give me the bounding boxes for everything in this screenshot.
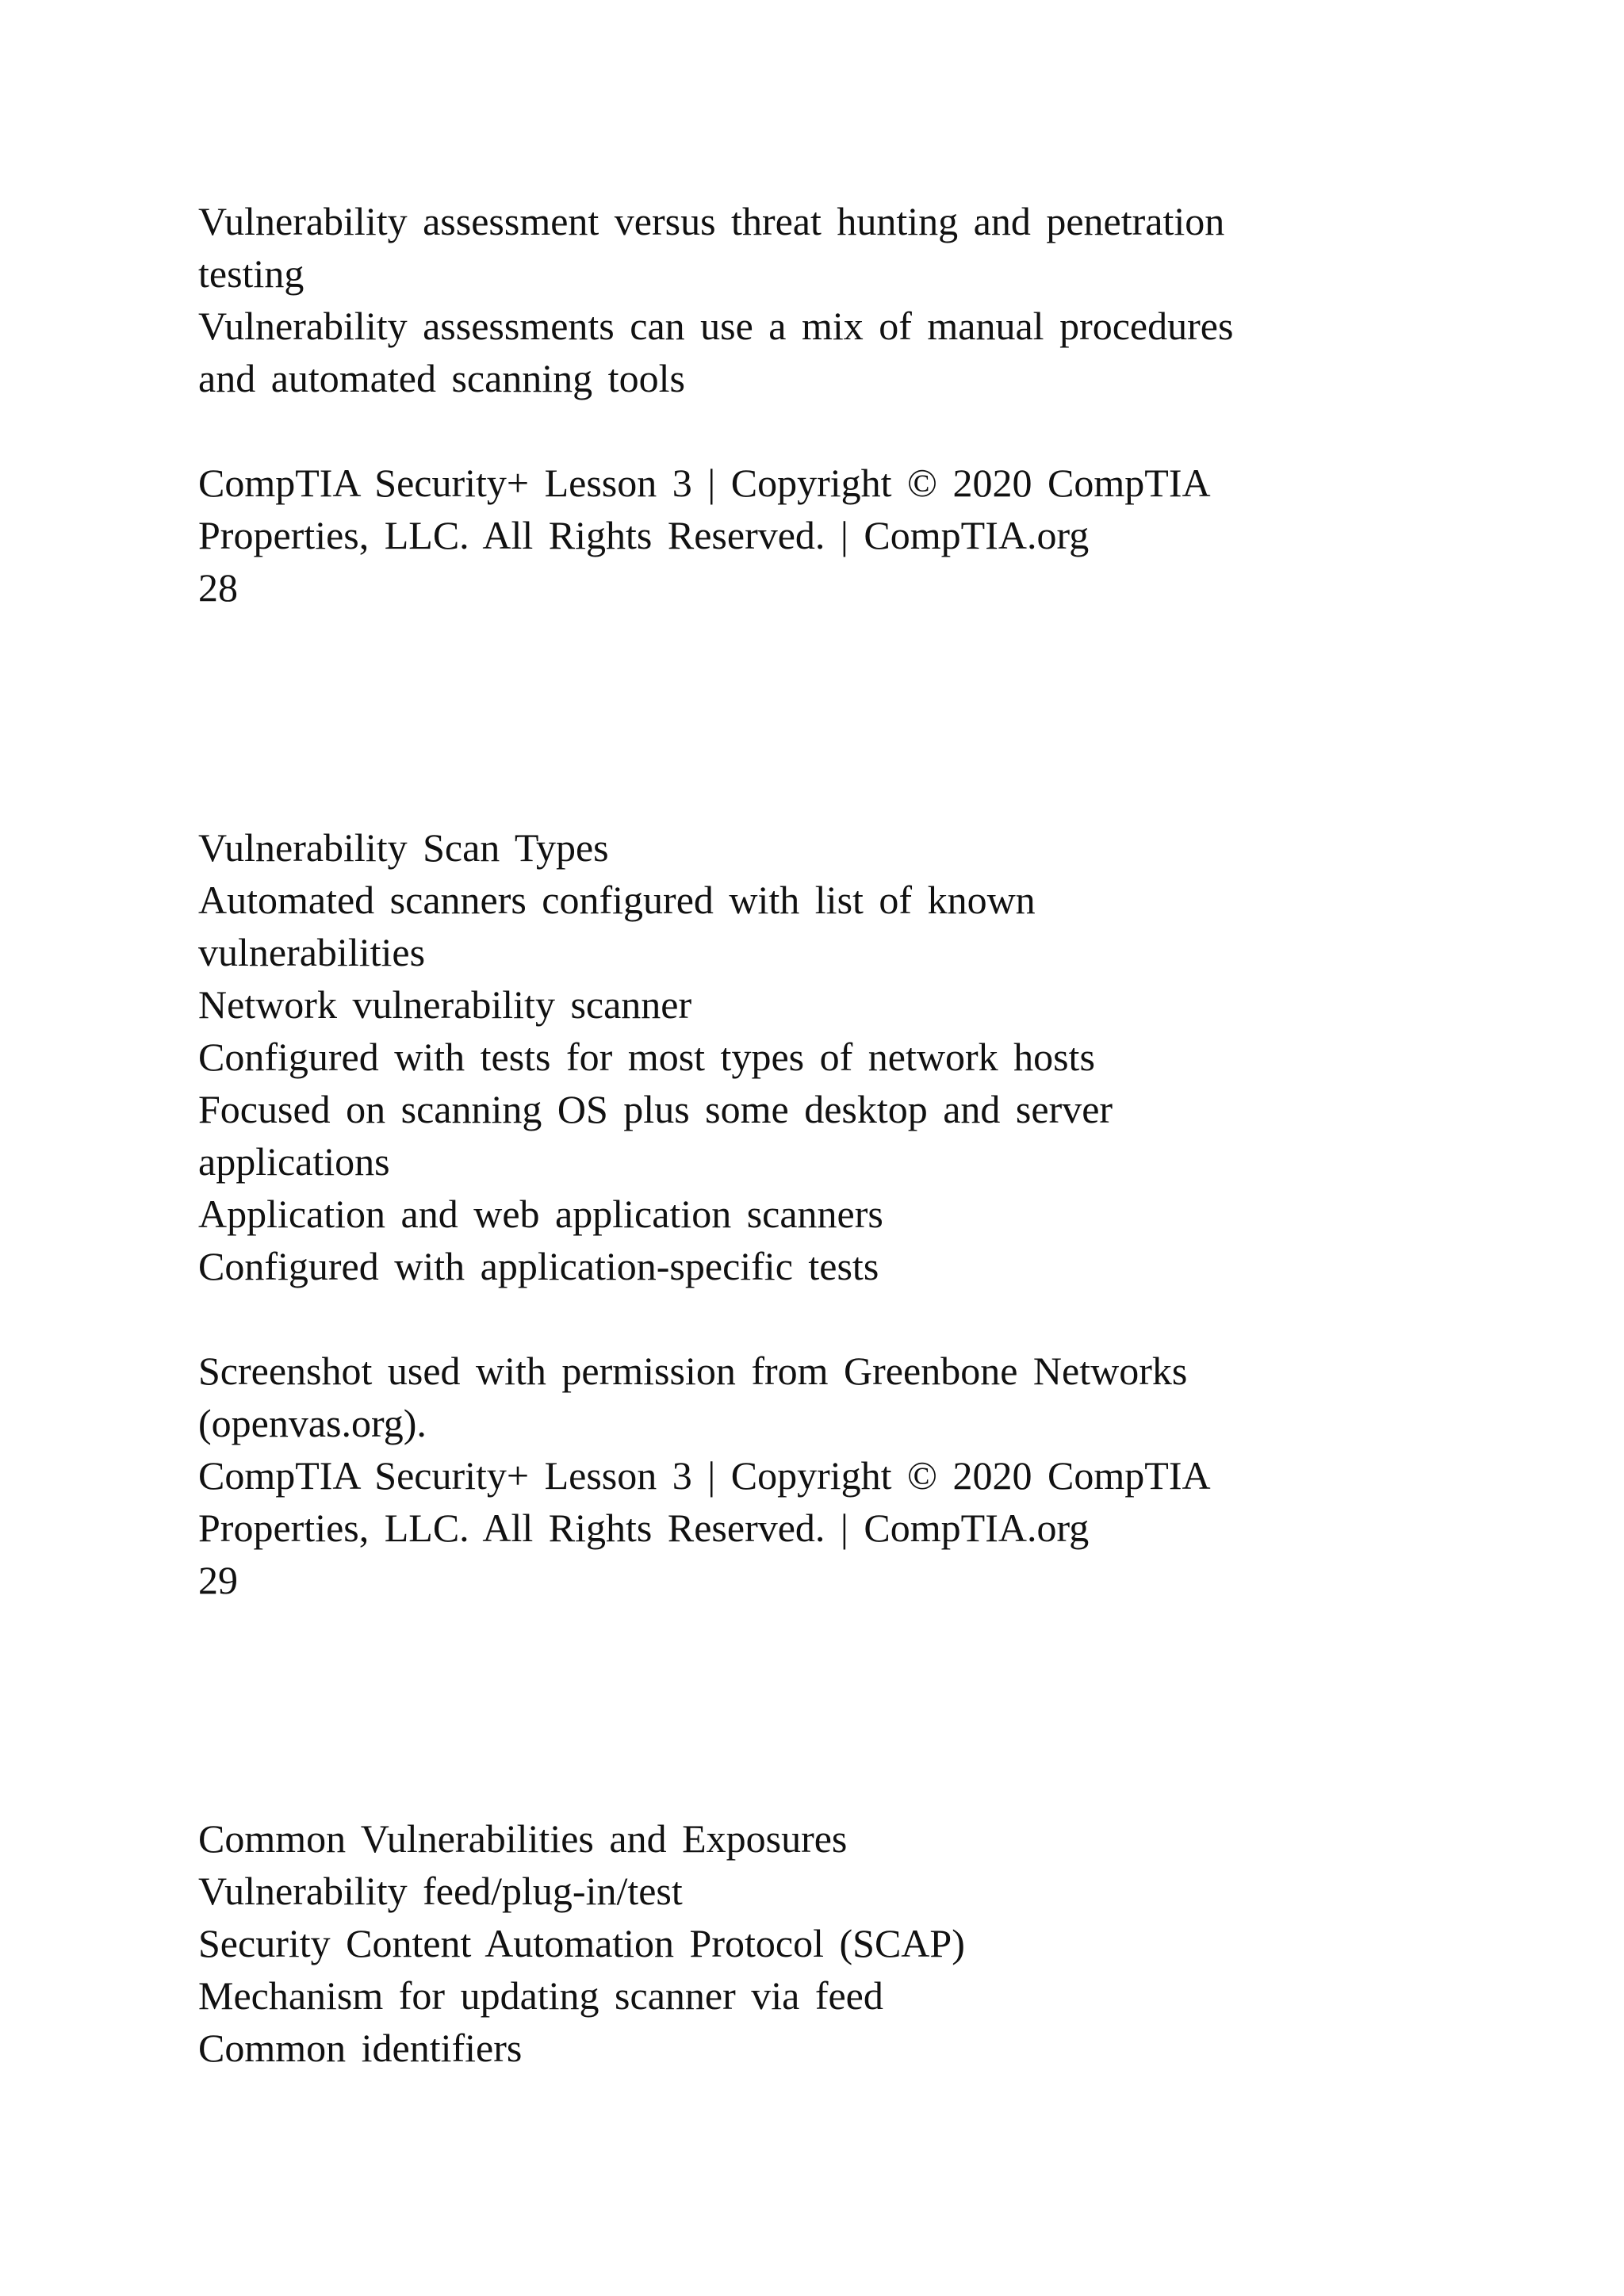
copyright-footer: CompTIA Security+ Lesson 3 | Copyright © 2020 CompTIA	[198, 461, 1211, 505]
text-line: Vulnerability assessments can use a mix of manual procedures	[198, 304, 1234, 348]
image-credit: (openvas.org).	[198, 1401, 427, 1445]
text-line: Common identifiers	[198, 2026, 523, 2070]
section-common-vulnerabilities	[198, 1812, 1467, 2074]
text-line: Configured with application-specific tests	[198, 1244, 879, 1288]
text-line: Mechanism for updating scanner via feed	[198, 1973, 883, 2018]
copyright-footer: Properties, LLC. All Rights Reserved. | CompTIA.org	[198, 513, 1090, 557]
slide-number: 28	[198, 565, 238, 610]
text-line: and automated scanning tools	[198, 356, 685, 400]
copyright-footer: CompTIA Security+ Lesson 3 | Copyright © 2020 CompTIA	[198, 1453, 1211, 1498]
slide-number: 29	[198, 1558, 238, 1602]
image-credit: Screenshot used with permission from Greenbone Networks	[198, 1349, 1188, 1393]
text-line: Vulnerability assessment versus threat hunting and penetration	[198, 199, 1225, 243]
text-line: Focused on scanning OS plus some desktop and server	[198, 1087, 1113, 1131]
slide-title: Vulnerability Scan Types	[198, 825, 609, 870]
copyright-footer: Properties, LLC. All Rights Reserved. | CompTIA.org	[198, 1506, 1090, 1550]
spacer	[198, 404, 1467, 457]
text-line: testing	[198, 251, 304, 296]
text-line: vulnerabilities	[198, 930, 426, 974]
text-line: Application and web application scanners	[198, 1192, 883, 1236]
section-vulnerability-assessment	[198, 195, 1467, 614]
slide-title: Common Vulnerabilities and Exposures	[198, 1816, 848, 1861]
text-line: Vulnerability feed/plug-in/test	[198, 1869, 683, 1913]
text-line: Security Content Automation Protocol (SCAP)	[198, 1921, 965, 1965]
text-line: Automated scanners configured with list of known	[198, 878, 1036, 922]
text-line: Configured with tests for most types of network hosts	[198, 1035, 1095, 1079]
spacer	[198, 1292, 1467, 1345]
text-line: applications	[198, 1139, 390, 1184]
section-vulnerability-scan-types	[198, 821, 1467, 1606]
text-line: Network vulnerability scanner	[198, 982, 692, 1027]
